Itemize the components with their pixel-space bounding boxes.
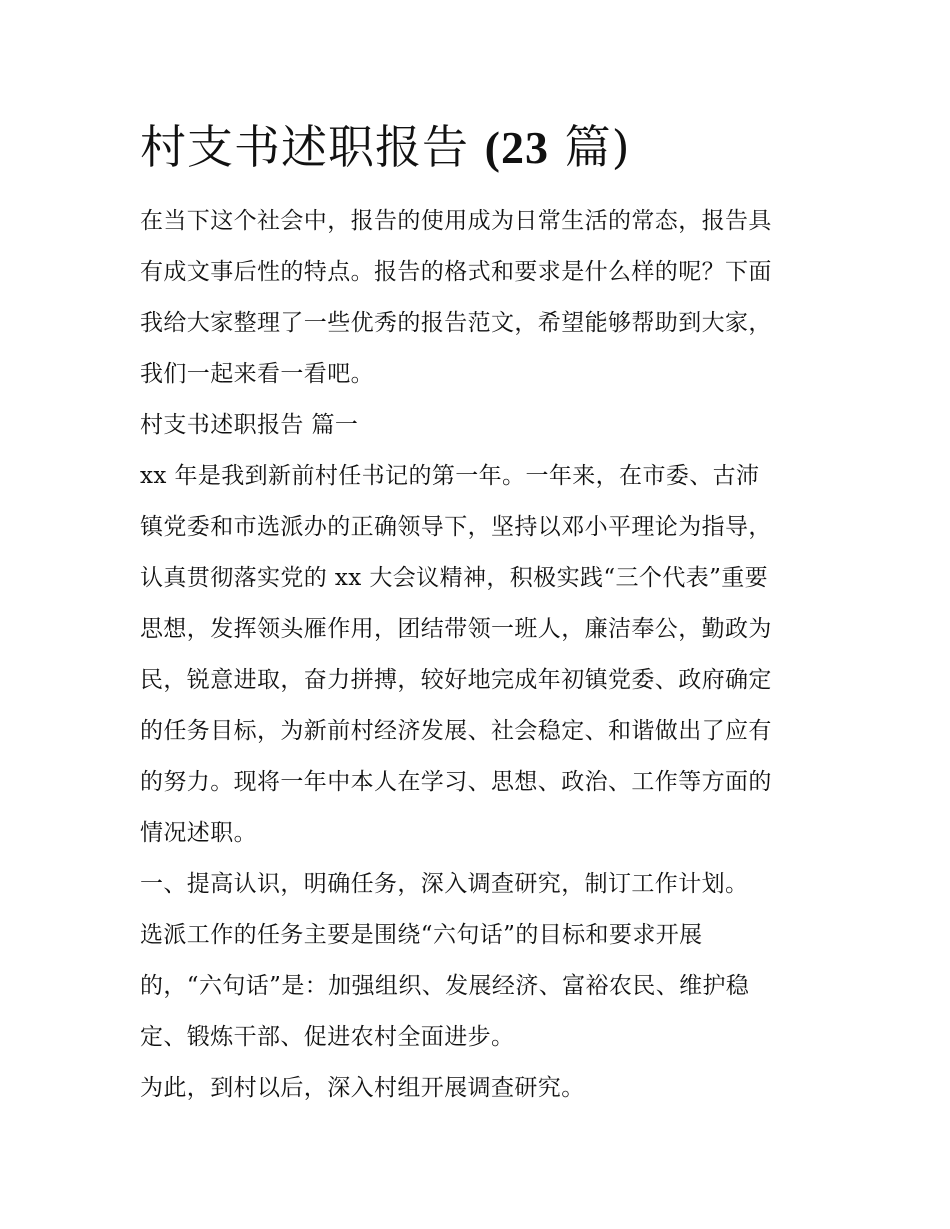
document-body <box>140 196 820 1114</box>
title-unit: 篇) <box>564 120 631 174</box>
text-line: 在当下这个社会中，报告的使用成为日常生活的常态，报告具 <box>140 208 772 234</box>
text-line: 民，锐意进取，奋力拼搏，较好地完成年初镇党委、政府确定 <box>140 667 772 693</box>
text-line: 的，“六句话”是：加强组织、发展经济、富裕农民、维护稳 <box>140 973 750 999</box>
text-line: xx 年是我到新前村任书记的第一年。一年来，在市委、古沛 <box>140 463 760 489</box>
text-line: 的努力。现将一年中本人在学习、思想、政治、工作等方面的 <box>140 769 772 795</box>
title-count: (23 <box>484 122 549 173</box>
text-line: 为此，到村以后，深入村组开展调查研究。 <box>140 1075 585 1101</box>
document-title <box>140 112 631 183</box>
title-main: 村支书述职报告 <box>140 120 469 174</box>
subsection-heading: 一、提高认识，明确任务，深入调查研究，制订工作计划。 <box>140 871 749 897</box>
text-line: 我们一起来看一看吧。 <box>140 361 374 387</box>
text-line: 镇党委和市选派办的正确领导下，坚持以邓小平理论为指导， <box>140 514 772 540</box>
text-line: 有成文事后性的特点。报告的格式和要求是什么样的呢？下面 <box>140 259 772 285</box>
text-line: 思想，发挥领头雁作用，团结带领一班人，廉洁奉公，勤政为 <box>140 616 772 642</box>
text-line: 定、锻炼干部、促进农村全面进步。 <box>140 1024 515 1050</box>
text-line: 的任务目标，为新前村经济发展、社会稳定、和谐做出了应有 <box>140 718 772 744</box>
section-heading: 村支书述职报告 篇一 <box>140 412 359 438</box>
text-line: 选派工作的任务主要是围绕“六句话”的目标和要求开展 <box>140 922 703 948</box>
text-line: 认真贯彻落实党的 xx 大会议精神，积极实践“三个代表”重要 <box>140 565 769 591</box>
text-line: 我给大家整理了一些优秀的报告范文，希望能够帮助到大家， <box>140 310 772 336</box>
text-line: 情况述职。 <box>140 820 257 846</box>
